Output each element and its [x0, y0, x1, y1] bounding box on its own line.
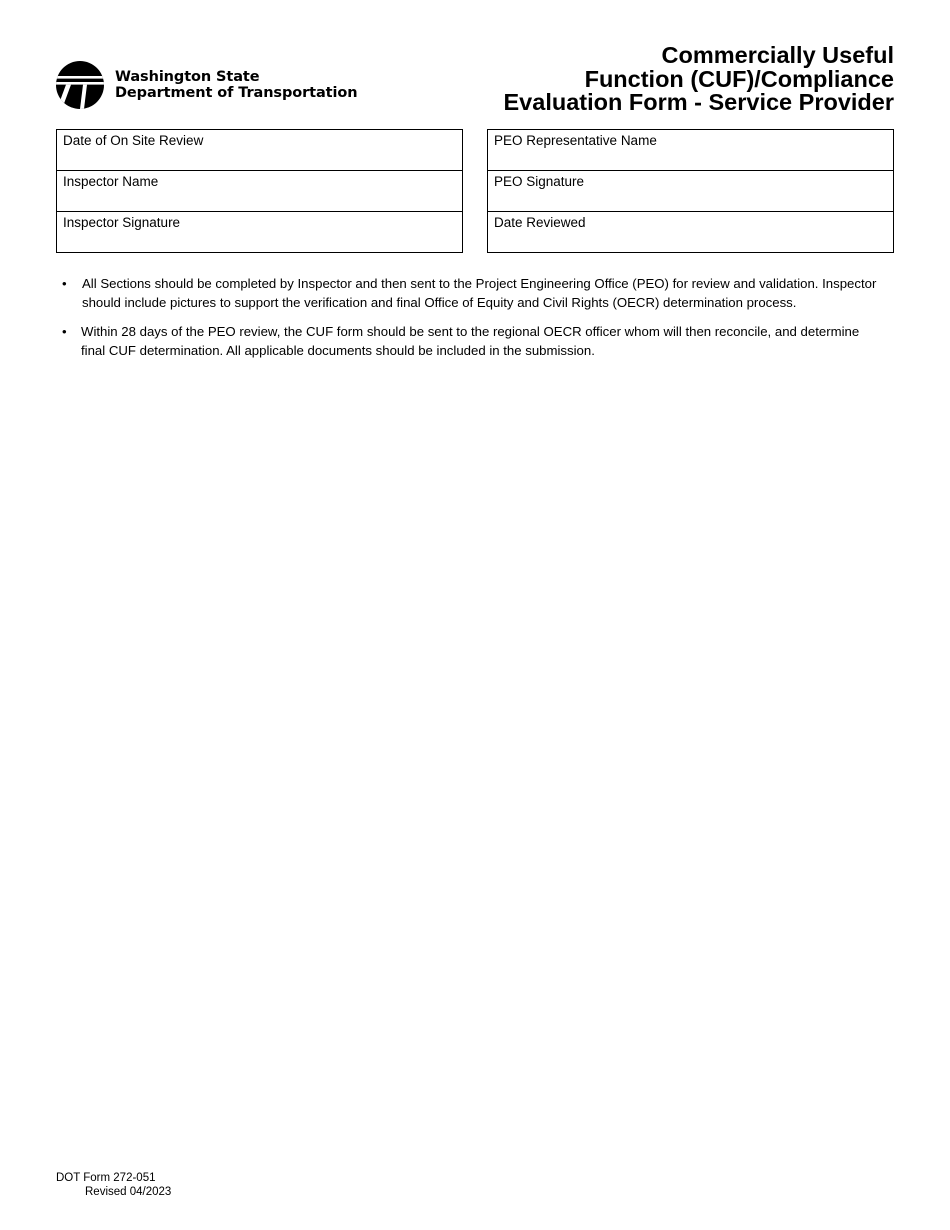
revision-date: Revised 04/2023 — [85, 1186, 172, 1198]
instruction-text: Within 28 days of the PEO review, the CUF form should be sent to the regional OECR officer whom will then reconcile, and determine final CUF determination. All applicable documents should be included in the submission. — [81, 323, 860, 358]
inspector-fields-table — [56, 129, 463, 253]
instruction-text: All Sections should be completed by Inspector and then sent to the Project Engineering Office (PEO) for review and validation. Inspector should include pictures to support the verification and final Office of Equity and Civil Rights (OECR) determination process. — [82, 276, 877, 311]
wsdot-emblem-icon — [56, 61, 104, 109]
instruction-item — [62, 322, 882, 361]
form-title-line1: Commercially Useful — [661, 42, 894, 68]
inspector-signature-field[interactable] — [57, 212, 462, 252]
form-title — [434, 44, 894, 115]
form-title-line3: Evaluation Form - Service Provider — [503, 89, 894, 115]
form-title-line2: Function (CUF)/Compliance — [584, 65, 894, 92]
wsdot-logo — [56, 61, 357, 109]
peo-fields-table — [487, 129, 894, 253]
field-label: Date Reviewed — [494, 215, 586, 230]
field-label: PEO Signature — [494, 174, 585, 189]
date-reviewed-field[interactable] — [488, 212, 893, 252]
field-label: Date of On Site Review — [63, 133, 204, 148]
peo-signature-field[interactable] — [488, 171, 893, 212]
field-label: Inspector Name — [63, 174, 159, 189]
field-label: PEO Representative Name — [494, 133, 657, 148]
instruction-item — [62, 274, 882, 313]
instructions-list — [62, 274, 882, 369]
agency-name-line2: Department of Transportation — [115, 85, 358, 101]
bullet-icon: • — [62, 276, 67, 291]
form-number: DOT Form 272-051 — [56, 1172, 156, 1184]
bullet-icon: • — [62, 323, 67, 339]
inspector-name-field[interactable] — [57, 171, 462, 212]
form-footer — [56, 1171, 171, 1199]
date-of-on-site-review-field[interactable] — [57, 130, 462, 171]
peo-representative-name-field[interactable] — [488, 130, 893, 171]
agency-name-line1: Washington State — [115, 68, 260, 85]
field-label: Inspector Signature — [63, 215, 181, 230]
